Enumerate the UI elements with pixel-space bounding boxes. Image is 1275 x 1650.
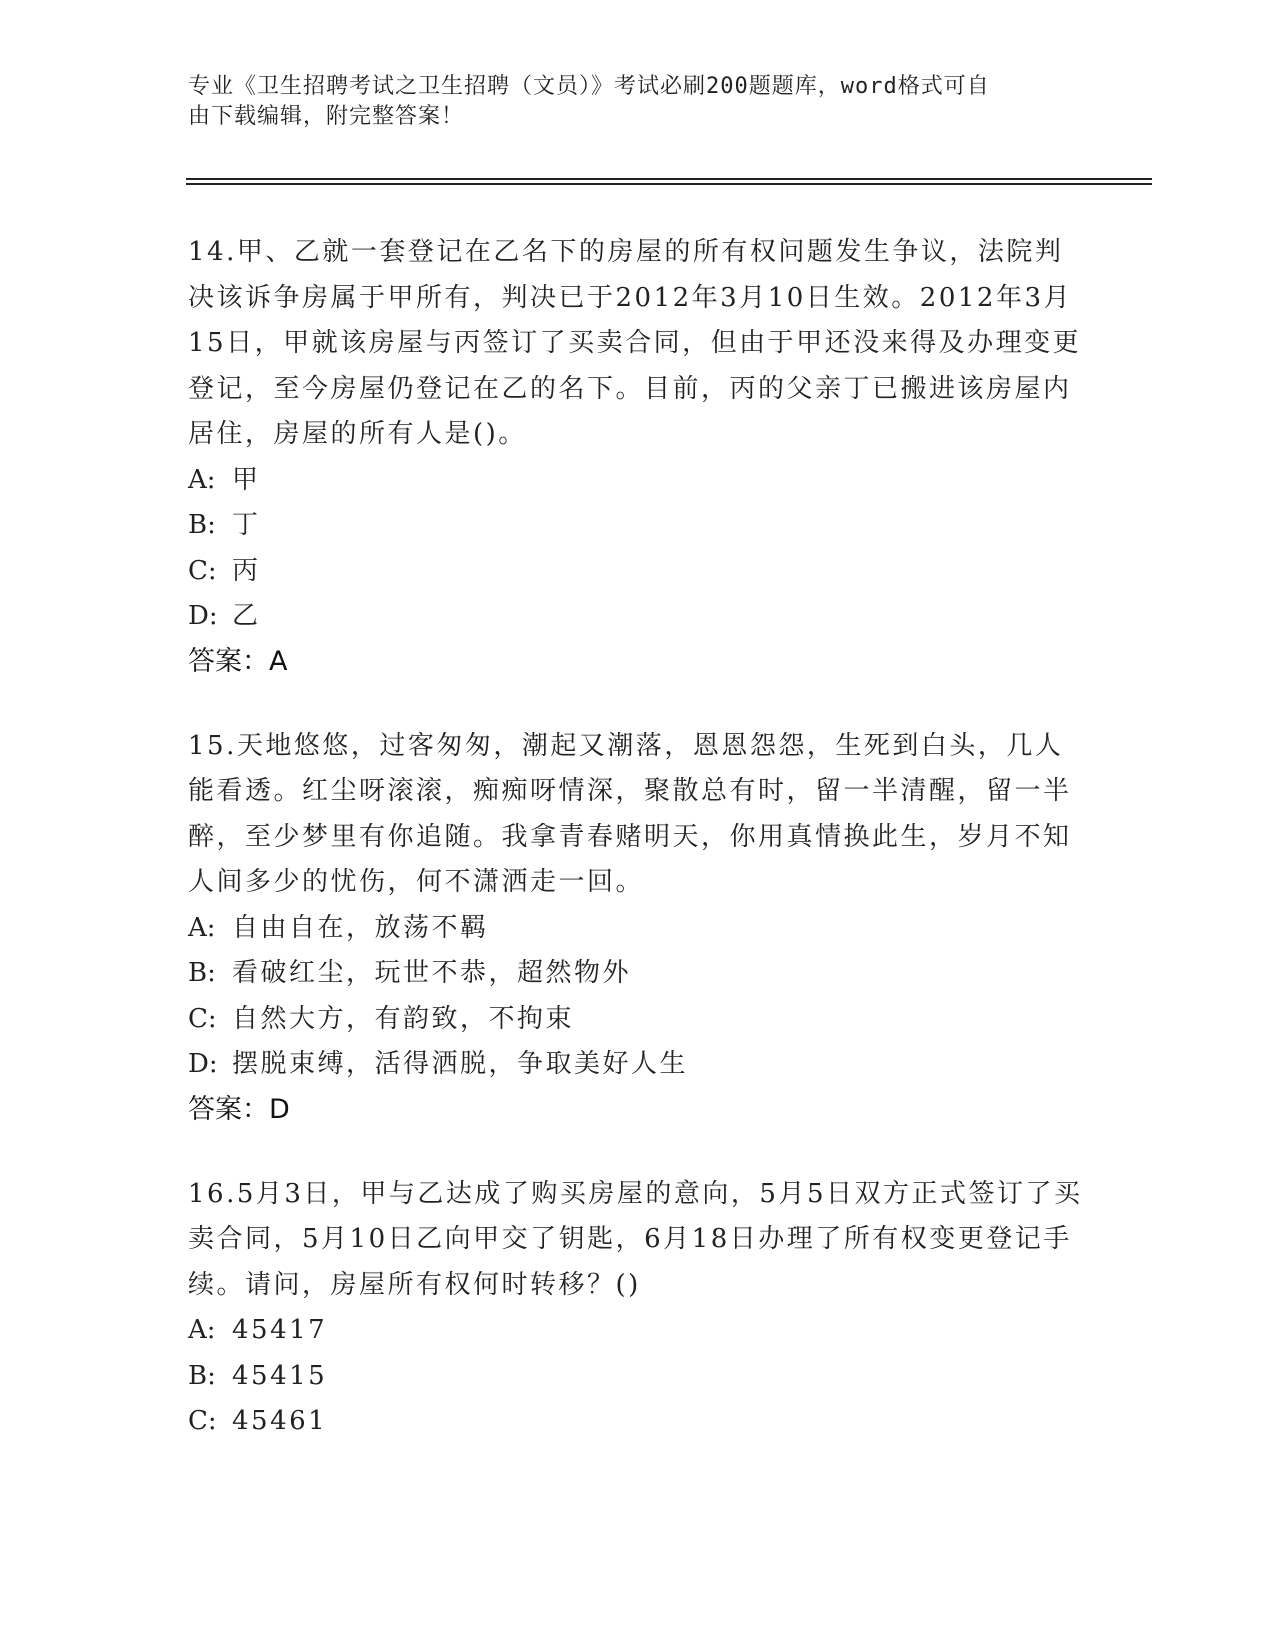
question-16 — [188, 1172, 1088, 1445]
option-c — [188, 997, 1088, 1043]
option-text: 看破红尘，玩世不恭，超然物外 — [232, 958, 632, 988]
option-label: C: — [188, 1406, 217, 1436]
option-b — [188, 951, 1088, 997]
option-label: B: — [188, 958, 216, 988]
option-label: C: — [188, 1003, 217, 1034]
option-text: 45417 — [232, 1315, 328, 1345]
option-label: B: — [188, 1360, 216, 1391]
option-text: 丙 — [232, 555, 261, 586]
option-label: A: — [188, 464, 216, 495]
header-divider-bottom — [186, 183, 1152, 185]
option-text: 45415 — [232, 1360, 328, 1391]
option-text: 自然大方，有韵致，不拘束 — [232, 1003, 575, 1034]
header-divider-top — [186, 178, 1152, 180]
question-15 — [188, 724, 1088, 1132]
option-text: 乙 — [232, 601, 261, 631]
question-text: 16.5月3日，甲与乙达成了购买房屋的意向，5月5日双方正式签订了买卖合同，5月10日乙向甲交了钥匙，6月18日办理了所有权变更登记手续。请问，房屋所有权何时转移？() — [188, 1178, 1083, 1300]
option-text: 摆脱束缚，活得洒脱，争取美好人生 — [232, 1049, 689, 1079]
option-c — [188, 1399, 1088, 1445]
option-text: 甲 — [232, 464, 261, 495]
question-text: 15.天地悠悠，过客匆匆，潮起又潮落，恩恩怨怨，生死到白头，几人能看透。红尘呀滚滚，痴痴呀情深，聚散总有时，留一半清醒，留一半醉，至少梦里有你追随。我拿青春赌明天，你用真情换此生，岁月不知人间多少的忧伤，何不潇洒走一回。 — [188, 730, 1072, 897]
option-label: A: — [188, 912, 216, 943]
option-d — [188, 1042, 1088, 1088]
option-b — [188, 503, 1088, 549]
option-a — [188, 906, 1088, 952]
option-text: 45461 — [232, 1406, 328, 1436]
questions-list — [188, 230, 1088, 1485]
option-a — [188, 1308, 1088, 1354]
document-header — [188, 72, 1068, 132]
question-text: 14.甲、乙就一套登记在乙名下的房屋的所有权问题发生争议，法院判决该诉争房属于甲所有，判决已于2012年3月10日生效。2012年3月15日，甲就该房屋与丙签订了买卖合同，但由于甲还没来得及办理变更登记，至今房屋仍登记在乙的名下。目前，丙的父亲丁已搬进该房屋内居住，房屋的所有人是()。 — [188, 237, 1082, 449]
option-label: B: — [188, 510, 216, 540]
answer-line: 答案：A — [188, 645, 288, 677]
option-c — [188, 549, 1088, 595]
option-d — [188, 594, 1088, 640]
header-line-1: 专业《卫生招聘考试之卫生招聘（文员）》考试必刷200题题库，word格式可自 — [188, 74, 990, 99]
option-text: 自由自在，放荡不羁 — [232, 912, 489, 943]
option-label: C: — [188, 555, 217, 586]
option-a — [188, 458, 1088, 504]
option-b — [188, 1354, 1088, 1400]
header-line-2: 由下载编辑，附完整答案！ — [188, 104, 465, 129]
question-14 — [188, 230, 1088, 684]
option-label: A: — [188, 1315, 216, 1345]
option-text: 丁 — [232, 510, 261, 540]
option-label: D: — [188, 601, 218, 631]
answer-line: 答案：D — [188, 1093, 290, 1125]
option-label: D: — [188, 1049, 218, 1079]
